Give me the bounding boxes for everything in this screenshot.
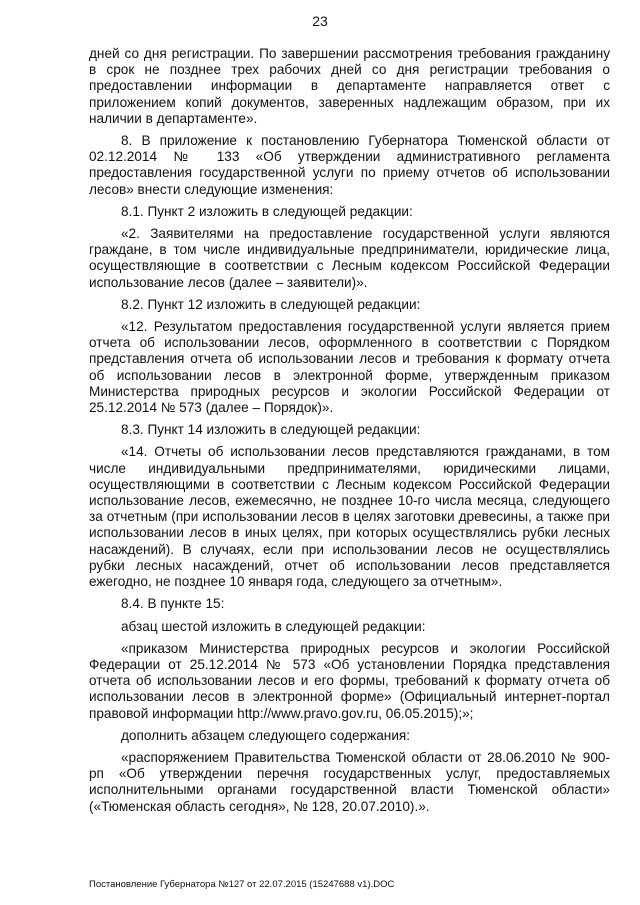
paragraph-item-8-3: 8.3. Пункт 14 изложить в следующей редакции:	[121, 422, 421, 438]
paragraph-dopolnit: дополнить абзацем следующего содержания:	[121, 727, 411, 743]
paragraph-quote-prikaz: «приказом Министерства природных ресурсов и экологии Российской Федерации от 25.12.2014 № 573 «Об установлении Порядка представления отчета об использовании лесов и его формы, требований к формату отчета об использовании лесов в электронной форме» (Официальный интернет-портал правовой информации http://www.pravo.gov.ru, 06.05.2015);»;	[89, 640, 610, 721]
document-body	[89, 46, 610, 821]
paragraph-quote-rasporyazhenie: «распоряжением Правительства Тюменской области от 28.06.2010 № 900-рп «Об утверждении перечня государственных услуг, предоставляемых исполнительными органами государственной власти Тюменской области» («Тюменская область сегодня», № 128, 20.07.2010).».	[89, 749, 610, 814]
paragraph-item-8-4: 8.4. В пункте 15:	[121, 596, 225, 612]
document-footer: Постановление Губернатора №127 от 22.07.2015 (15247688 v1).DOC	[89, 879, 395, 890]
paragraph-abzac-6: абзац шестой изложить в следующей редакции:	[121, 618, 426, 634]
paragraph-item-8: 8. В приложение к постановлению Губернатора Тюменской области от 02.12.2014 № 133 «Об утверждении административного регламента предоставления государственной услуги по приему отчетов об использовании лесов» внести следующие изменения:	[89, 133, 610, 197]
paragraph-quote-point-14: «14. Отчеты об использовании лесов представляются гражданами, в том числе индивидуальными предпринимателями, юридическими лицами, осуществляющими в соответствии с Лесным кодексом Российской Федерации использование лесов, ежемесячно, не позднее 10-го числа месяца, следующего за отчетным (при использовании лесов в целях заготовки древесины, а также при использовании лесов в иных целях, при которых осуществлялись рубки лесных насаждений). В случаях, если при использовании лесов не осуществлялись рубки лесных насаждений, отчет об использовании лесов представляется ежегодно, не позднее 10 января года, следующего за отчетным».	[89, 444, 610, 590]
page-number: 23	[312, 13, 328, 29]
paragraph-quote-point-12: «12. Результатом предоставления государственной услуги является прием отчета об использовании лесов, оформленного в соответствии с Порядком представления отчета об использовании лесов и требования к формату отчета об использовании лесов в электронной форме, утвержденным приказом Министерства природных ресурсов и экологии Российской Федерации от 25.12.2014 № 573 (далее – Порядок)».	[89, 319, 610, 416]
paragraph-item-8-2: 8.2. Пункт 12 изложить в следующей редакции:	[121, 296, 421, 312]
paragraph-continuation: дней со дня регистрации. По завершении рассмотрения требования гражданину в срок не позднее трех рабочих дней со дня регистрации требования о предоставлении информации в департаменте направляется ответ с приложением копий документов, заверенных надлежащим образом, при их наличии в департаменте».	[89, 46, 610, 126]
paragraph-item-8-1: 8.1. Пункт 2 изложить в следующей редакции:	[121, 203, 413, 219]
paragraph-quote-point-2: «2. Заявителями на предоставление государственной услуги являются граждане, в том числе индивидуальные предприниматели, юридические лица, осуществляющие в соответствии с Лесным кодексом Российской Федерации использование лесов (далее – заявители)».	[89, 226, 610, 290]
